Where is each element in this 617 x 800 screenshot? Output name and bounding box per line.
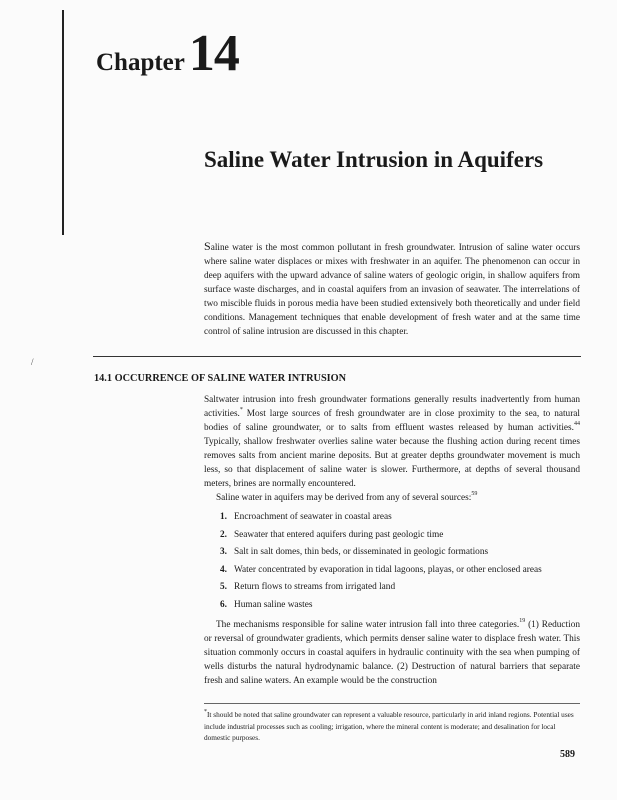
list-item-text: Seawater that entered aquifers during past geologic time — [234, 529, 444, 540]
paragraph-3-text-a: The mechanisms responsible for saline water intrusion fall into three categories. — [216, 620, 520, 630]
abstract-text: aline water is the most common pollutant in fresh groundwater. Intrusion of saline water occurs where saline water displaces or mixes with freshwater in an aquifer. The phenomenon can occur in deep aquifers with the upward advance of saline waters of geologic origin, in shallow aquifers from surface waste discharges, and in coastal aquifers from an invasion of seawater. The interrelations of two miscible fluids in porous media have been studied extensively both theoretically and under field conditions. Management techniques that enable development of fresh water and at the same time control of saline intrusion are discussed in this chapter. — [204, 243, 580, 337]
footnote-text: It should be noted that saline groundwater can represent a valuable resource, particularly in arid inland regions. Potential uses include industrial processes such as cooling; irrigation, where the mineral content is moderate; and desalination for local domestic purposes. — [204, 710, 574, 742]
chapter-title: Saline Water Intrusion in Aquifers — [204, 147, 544, 172]
citation-ref: 19 — [519, 617, 526, 624]
paragraph-1-text-c: Typically, shallow freshwater overlies saline water because the flushing action during recent times removes salts from ancient marine deposits. But at greater depths groundwater movement is much less, so that displacement of saline water is slower. Furthermore, at depths of several thousand meters, brines are normally encountered. — [204, 437, 580, 489]
list-item — [220, 579, 580, 597]
list-item — [220, 527, 580, 545]
list-item-number: 4. — [220, 564, 227, 575]
sources-list — [204, 509, 580, 614]
margin-mark: / — [31, 357, 34, 367]
list-item-text: Salt in salt domes, thin beds, or disseminated in geologic formations — [234, 547, 489, 557]
list-item — [220, 597, 580, 615]
list-item-text: Return flows to streams from irrigated land — [234, 582, 396, 592]
page-number: 589 — [560, 749, 575, 760]
list-item-number: 2. — [220, 529, 227, 540]
list-item-number: 3. — [220, 547, 227, 557]
section-heading: 14.1 OCCURRENCE OF SALINE WATER INTRUSION — [94, 373, 347, 384]
chapter-heading — [96, 24, 239, 83]
list-item — [220, 562, 580, 580]
paragraph-3-text-b: (1) Reduction or reversal of groundwater gradients, which permits denser saline water to displace fresh water. This situation commonly occurs in coastal aquifers in hydraulic continuity with the sea when pumping of wells disturbs the natural hydrodynamic balance. (2) Destruction of natural barriers that separate fresh and saline waters. An example would be the construction — [204, 620, 580, 686]
list-item-text: Water concentrated by evaporation in tidal lagoons, playas, or other enclosed areas — [234, 564, 542, 575]
chapter-label: Chapter — [96, 49, 185, 76]
list-item-text: Encroachment of seawater in coastal areas — [234, 512, 392, 522]
list-item-text: Human saline wastes — [234, 599, 313, 610]
paragraph-1-text-b: Most large sources of fresh groundwater are in close proximity to the sea, to natural bodies of saline groundwater, or to salts from effluent wastes released by human activities. — [204, 409, 580, 433]
chapter-margin-rule — [62, 10, 64, 235]
citation-ref: 59 — [471, 490, 478, 497]
list-item — [220, 509, 580, 527]
paragraph-2-text: Saline water in aquifers may be derived from any of several sources: — [216, 493, 472, 503]
list-item-number: 6. — [220, 599, 227, 610]
list-item-number: 5. — [220, 582, 227, 592]
list-item-number: 1. — [220, 512, 227, 522]
chapter-number: 14 — [188, 25, 239, 82]
footnote-divider — [204, 703, 580, 704]
paragraph-3 — [204, 618, 580, 688]
paragraph-1 — [204, 393, 580, 491]
section-divider — [93, 356, 581, 357]
abstract-initial: S — [204, 239, 211, 253]
paragraph-2 — [204, 491, 580, 505]
chapter-abstract — [204, 239, 580, 339]
footnote-ref: * — [239, 406, 243, 413]
footnote — [204, 709, 580, 744]
list-item — [220, 544, 580, 562]
paragraph-1-text-a: Saltwater intrusion into fresh groundwater formations generally results inadvertently from human activities. — [204, 395, 580, 419]
footnote-mark: * — [204, 708, 207, 715]
section-body — [204, 393, 580, 688]
citation-ref: 44 — [574, 420, 580, 427]
